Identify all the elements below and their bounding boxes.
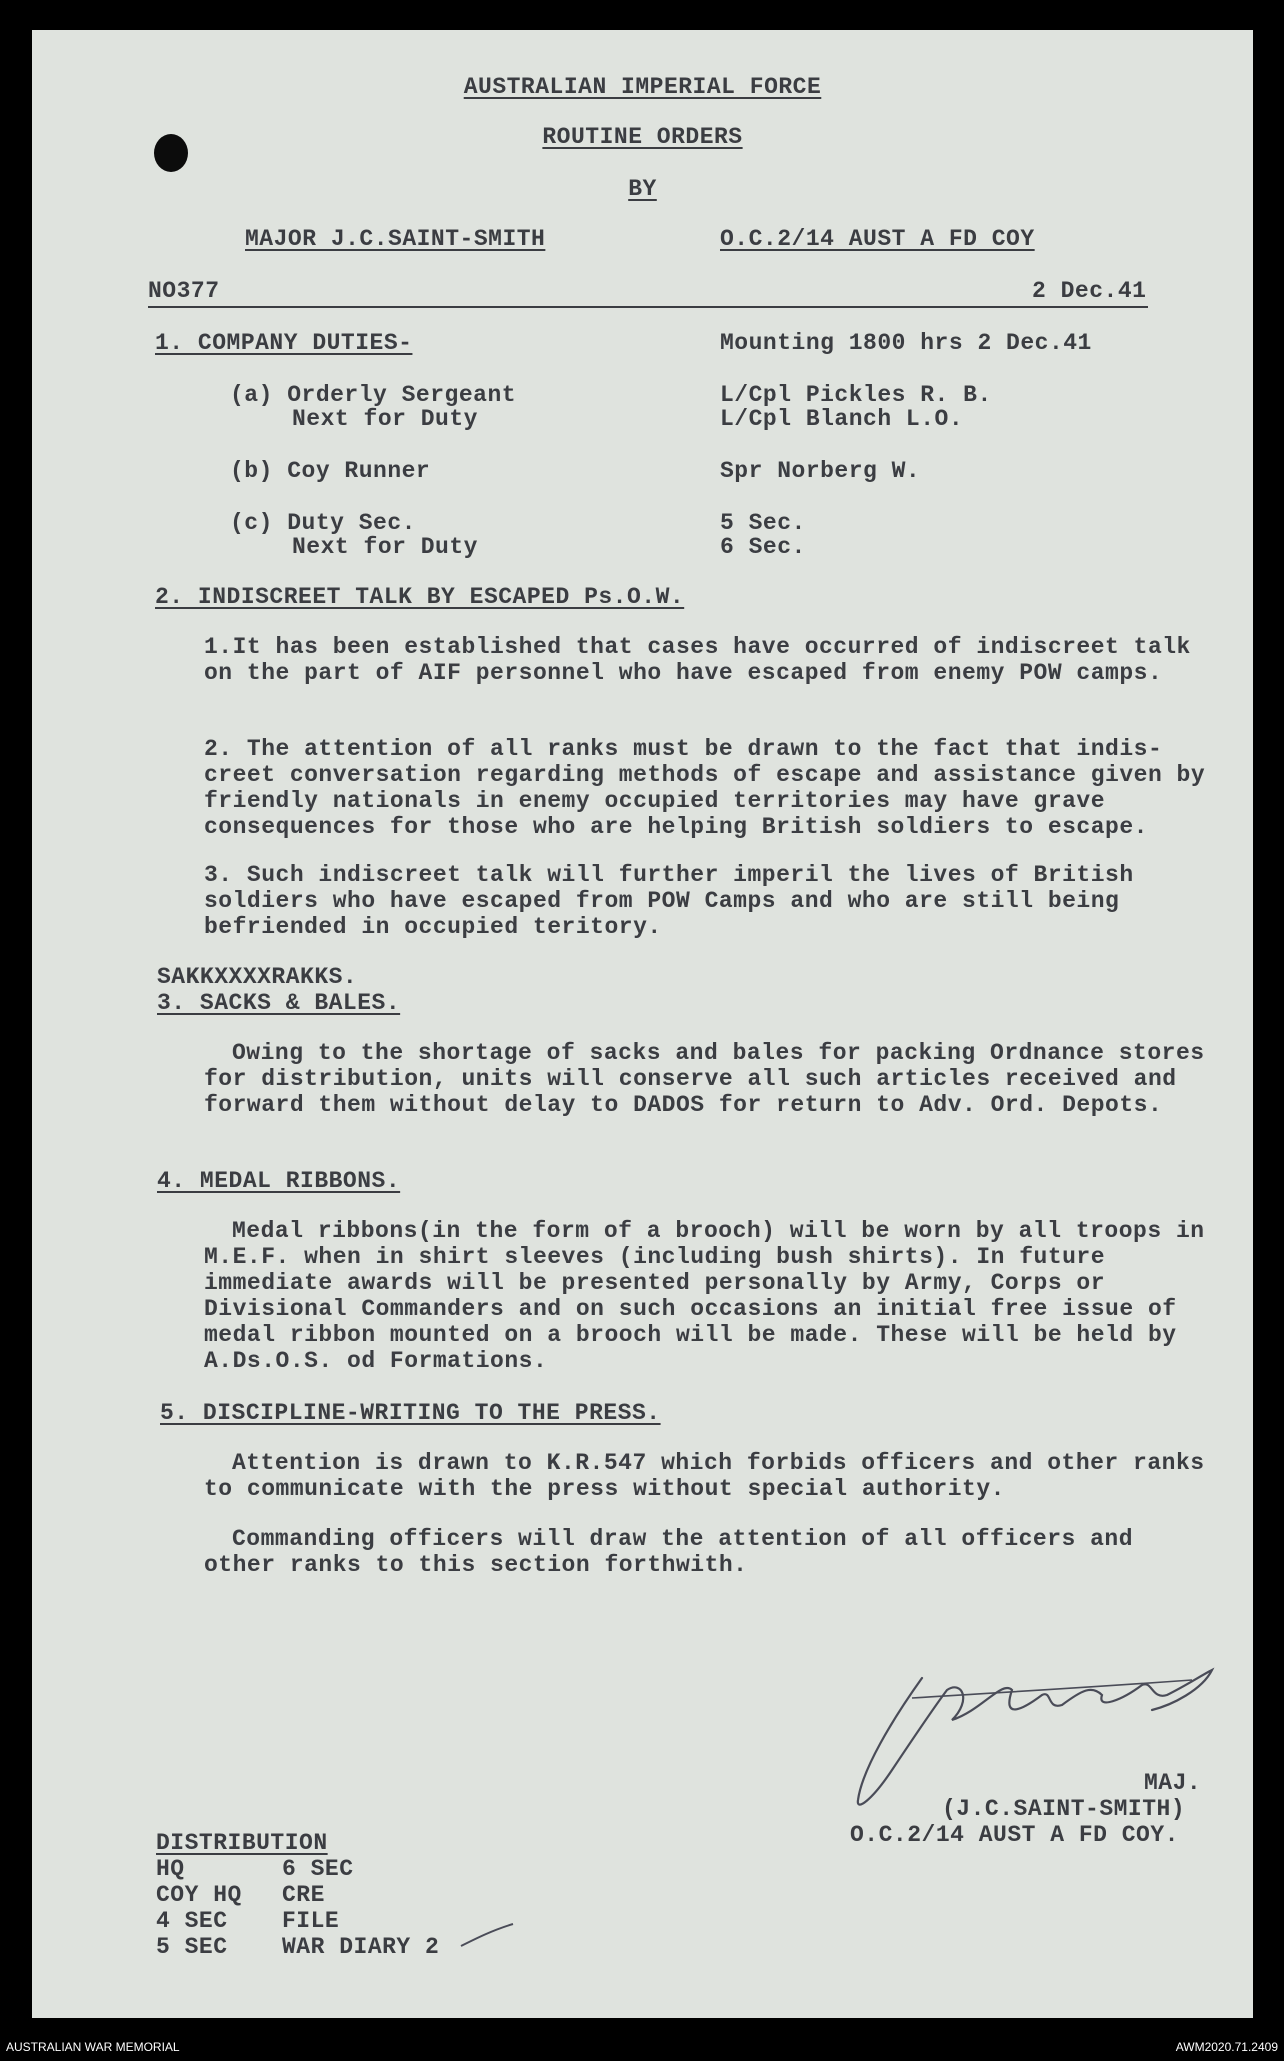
section1-heading: 1. COMPANY DUTIES- [155, 330, 413, 356]
distribution-row-4-left: 5 SEC [156, 1934, 228, 1960]
order-number: NO377 [148, 278, 220, 304]
coy-runner-label: (b) Coy Runner [230, 458, 431, 484]
orderly-next-label: Next for Duty [292, 406, 478, 432]
duty-next-value: 6 Sec. [720, 534, 806, 560]
doc-by: BY [628, 176, 657, 202]
distribution-row-1-left: HQ [156, 1856, 185, 1882]
section4-body: Medal ribbons(in the form of a brooch) will be worn by all troops in M.E.F. when in shirt sleeves (including bush shirts). In future immediate awards will be presented personally by Army, Corps or Divisional Commanders and on such occasions an initial free issue of medal ribbon mounted on a brooch will be made. These will be held by A.Ds.O.S. od Formations. [204, 1218, 1205, 1374]
orderly-next-value: L/Cpl Blanch L.O. [720, 406, 964, 432]
orderly-sergeant-value: L/Cpl Pickles R. B. [720, 382, 992, 408]
section4-heading: 4. MEDAL RIBBONS. [157, 1168, 401, 1194]
section5-body1: Attention is drawn to K.R.547 which forbids officers and other ranks to communicate with the press without special authority. [204, 1450, 1205, 1502]
document-page [32, 30, 1253, 2018]
footer-credit: AUSTRALIAN WAR MEMORIAL [6, 2040, 180, 2054]
doc-subtitle: ROUTINE ORDERS [542, 124, 743, 150]
header-rule [148, 306, 1148, 308]
order-date: 2 Dec.41 [1032, 278, 1147, 304]
duty-sec-label: (c) Duty Sec. [230, 510, 416, 536]
section2-para3: 3. Such indiscreet talk will further imperil the lives of British soldiers who have escaped from POW Camps and who are still being befriended in occupied teritory. [204, 862, 1134, 940]
section3-heading: 3. SACKS & BALES. [157, 990, 401, 1016]
distribution-row-1-right: 6 SEC [282, 1856, 354, 1882]
unit-name: O.C.2/14 AUST A FD COY [720, 226, 1035, 252]
signature-rank: MAJ. [1144, 1770, 1202, 1796]
officer-name: MAJOR J.C.SAINT-SMITH [245, 226, 546, 252]
distribution-row-3-left: 4 SEC [156, 1908, 228, 1934]
distribution-row-2-left: COY HQ [156, 1882, 242, 1908]
footer-accession: AWM2020.71.2409 [1175, 2040, 1278, 2054]
distribution-row-4-right: WAR DIARY 2 [282, 1934, 440, 1960]
section2-para1: 1.It has been established that cases have occurred of indiscreet talk on the part of AIF personnel who have escaped from enemy POW camps. [204, 634, 1191, 686]
signature-unit: O.C.2/14 AUST A FD COY. [850, 1822, 1179, 1848]
distribution-row-2-right: CRE [282, 1882, 325, 1908]
coy-runner-value: Spr Norberg W. [720, 458, 921, 484]
duty-next-label: Next for Duty [292, 534, 478, 560]
pen-tick-mark [457, 1920, 517, 1950]
section1-mounting: Mounting 1800 hrs 2 Dec.41 [720, 330, 1092, 356]
section2-heading: 2. INDISCREET TALK BY ESCAPED Ps.O.W. [155, 584, 685, 610]
section5-heading: 5. DISCIPLINE-WRITING TO THE PRESS. [160, 1400, 661, 1426]
section3-body: Owing to the shortage of sacks and bales for packing Ordnance stores for distribution, units will conserve all such articles received and forward them without delay to DADOS for return to Adv. Ord. Depots. [204, 1040, 1205, 1118]
distribution-row-3-right: FILE [282, 1908, 340, 1934]
distribution-heading: DISTRIBUTION [156, 1830, 328, 1856]
doc-title: AUSTRALIAN IMPERIAL FORCE [463, 74, 822, 100]
struck-text: SAKKXXXXRAKKS. [157, 964, 358, 990]
section5-body2: Commanding officers will draw the attention of all officers and other ranks to this section forthwith. [204, 1526, 1134, 1578]
signature-name: (J.C.SAINT-SMITH) [942, 1796, 1186, 1822]
section2-para2: 2. The attention of all ranks must be drawn to the fact that indis- creet conversation regarding methods of escape and assistance given by friendly nationals in enemy occupied territories may have grave consequences for those who are helping British soldiers to escape. [204, 736, 1206, 840]
duty-sec-value: 5 Sec. [720, 510, 806, 536]
orderly-sergeant-label: (a) Orderly Sergeant [230, 382, 517, 408]
